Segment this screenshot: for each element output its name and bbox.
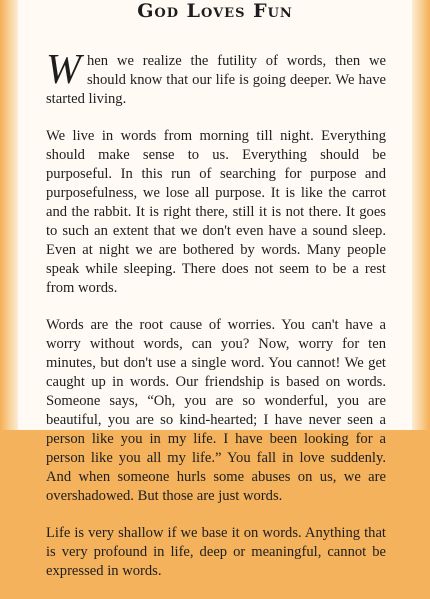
body-text	[46, 47, 386, 599]
drop-cap: W	[46, 47, 81, 93]
paragraph-2: We live in words from morning till night. Everything should make sense to us. Everything should be purposeful. In this run of searching for purpose and purposefulness, we lose all purpose. It is like the carrot and the rabbit. It is right there, still it is not there. It goes to such an extent that we don't even have a sound sleep. Even at night we are bothered by words. Many people speak while sleeping. There does not seem to be a rest from words.	[46, 128, 386, 296]
paragraph-3: Words are the root cause of worries. You can't have a worry without words, can you? Now, worry for ten minutes, but don't use a single word. You cannot! We get caught up in words. Our friendship is based on words. Someone says, “Oh, you are so wonderful, you are beautiful, you are so kind-hearted; I have never seen a person like you in my life. I have been looking for a person like you all my life.” You fall in love suddenly. And when someone hurls some abuses on us, we are overshadowed. But those are just words.	[46, 317, 386, 504]
paragraph-1-text: hen we realize the futility of words, then we should know that our life is going deeper. We have started living.	[46, 53, 386, 107]
page-title: God Loves Fun	[137, 0, 293, 22]
paragraph-4: Life is very shallow if we base it on words. Anything that is very profound in life, deep or meaningful, cannot be expressed in words.	[46, 525, 386, 579]
paragraph-1	[46, 47, 386, 109]
